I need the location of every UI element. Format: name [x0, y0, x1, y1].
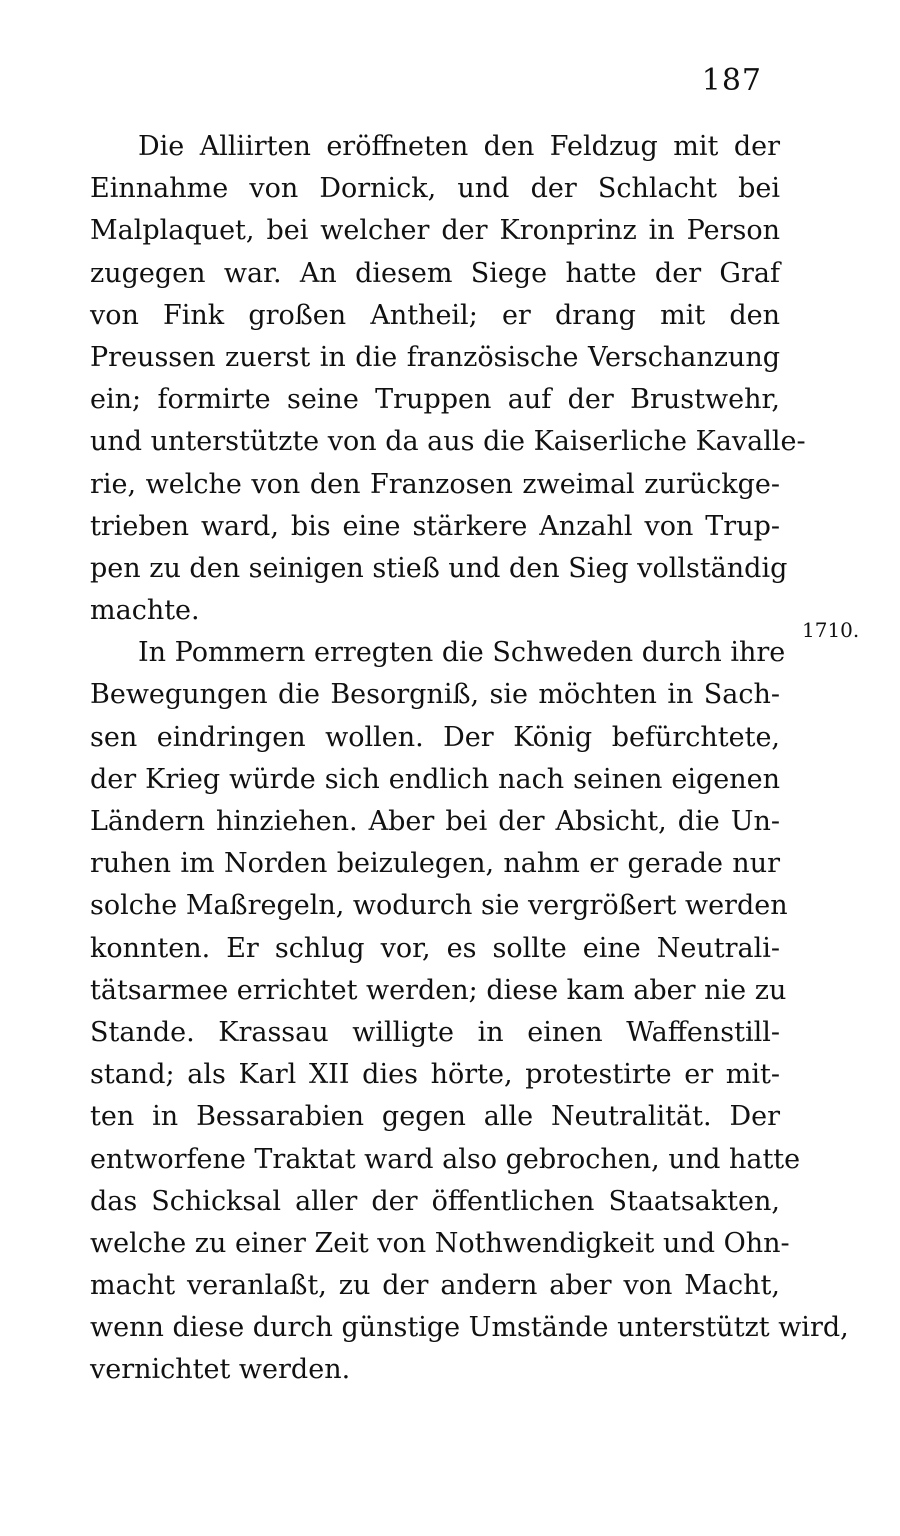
text-line: rie, welche von den Franzosen zweimal zurückge-: [90, 468, 780, 500]
text-line: der Krieg würde sich endlich nach seinen eigenen: [90, 763, 780, 795]
margin-year-note: 1710.: [802, 618, 860, 642]
text-line: zugegen war. An diesem Siege hatte der Graf: [90, 257, 780, 289]
page-number: 187: [701, 63, 762, 98]
text-line: sen eindringen wollen. Der König befürchtete,: [90, 721, 780, 753]
text-line: tätsarmee errichtet werden; diese kam aber nie zu: [90, 974, 787, 1006]
text-line: welche zu einer Zeit von Nothwendigkeit und Ohn-: [90, 1227, 790, 1259]
text-line: wenn diese durch günstige Umstände unterstützt wird,: [90, 1312, 849, 1344]
text-line: solche Maßregeln, wodurch sie vergrößert werden: [90, 890, 788, 922]
text-line: ein; formirte seine Truppen auf der Brustwehr,: [90, 384, 780, 416]
text-line: Stande. Krassau willigte in einen Waffenstill-: [90, 1016, 780, 1048]
text-line: Einnahme von Dornick, und der Schlacht bei: [90, 173, 780, 205]
text-line: In Pommern erregten die Schweden durch ihre: [138, 637, 786, 669]
text-line: macht veranlaßt, zu der andern aber von Macht,: [90, 1270, 780, 1302]
text-line: ten in Bessarabien gegen alle Neutralität. Der: [90, 1101, 780, 1133]
text-line: entworfene Traktat ward also gebrochen, und hatte: [90, 1143, 801, 1175]
text-line: von Fink großen Antheil; er drang mit den: [90, 299, 780, 331]
text-line: konnten. Er schlug vor, es sollte eine Neutrali-: [90, 932, 780, 964]
text-line: Malplaquet, bei welcher der Kronprinz in Person: [90, 215, 780, 247]
text-line: Ländern hinziehen. Aber bei der Absicht, die Un-: [90, 806, 780, 837]
text-line: vernichtet werden.: [90, 1354, 351, 1386]
paragraph: [90, 126, 806, 632]
text-line: ruhen im Norden beizulegen, nahm er gerade nur: [90, 848, 780, 880]
text-line: machte.: [90, 595, 200, 627]
paragraph: [90, 632, 849, 1391]
text-line: Preussen zuerst in die französische Verschanzung: [90, 341, 780, 373]
text-line: Bewegungen die Besorgniß, sie möchten in Sach-: [90, 679, 780, 711]
text-line: trieben ward, bis eine stärkere Anzahl von Trup-: [90, 510, 780, 542]
text-line: stand; als Karl XII dies hörte, protestirte er mit-: [90, 1059, 780, 1091]
text-line: das Schicksal aller der öffentlichen Staatsakten,: [90, 1185, 780, 1217]
text-line: Die Alliirten eröffneten den Feldzug mit der: [138, 131, 780, 162]
text-line: pen zu den seinigen stieß und den Sieg vollständig: [90, 552, 788, 584]
text-line: und unterstützte von da aus die Kaiserliche Kavalle-: [90, 426, 806, 458]
